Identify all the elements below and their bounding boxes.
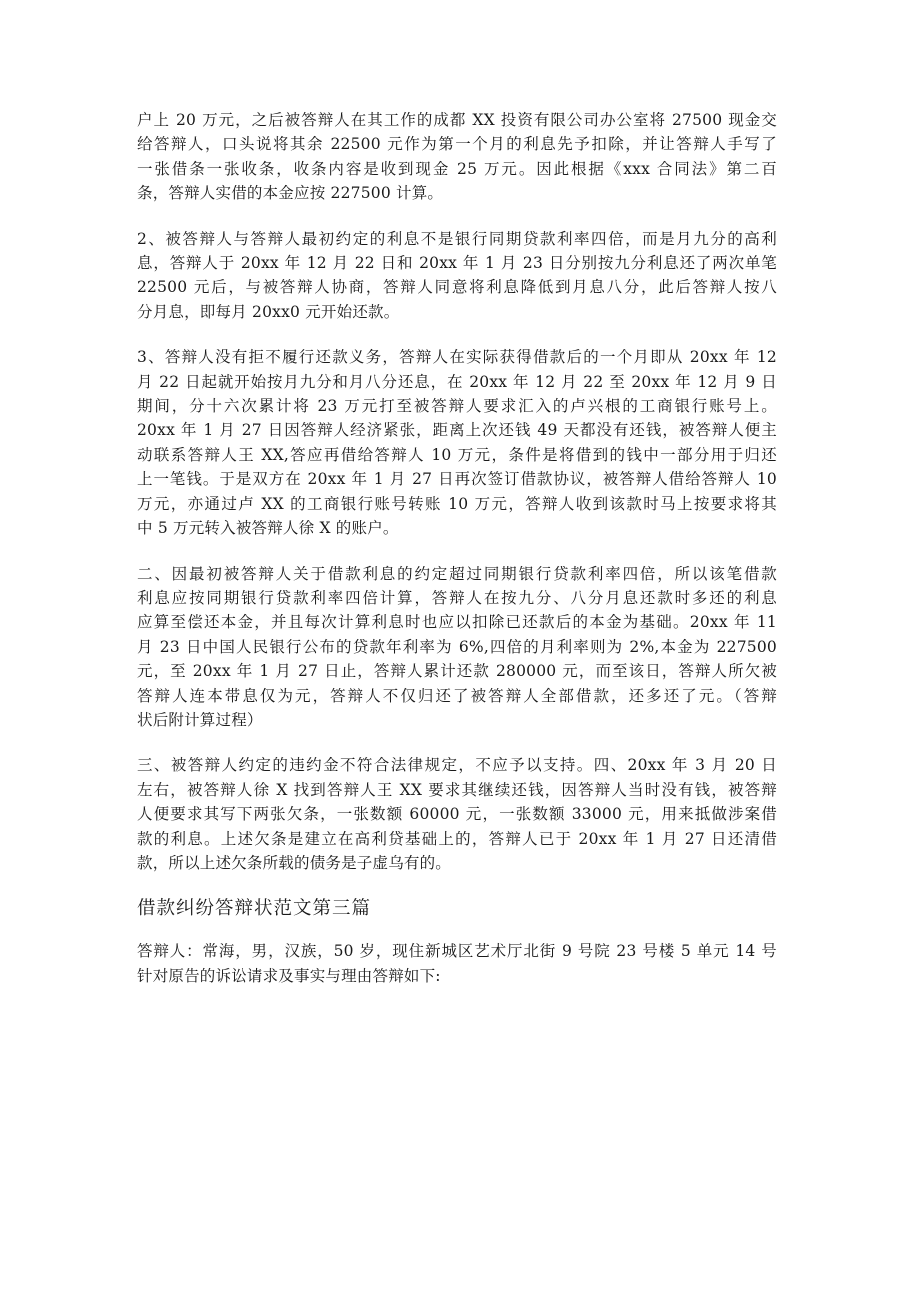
text-line: 二、因最初被答辩人关于借款利息的约定超过同期银行贷款利率四倍，所以该笔借款 — [137, 564, 777, 583]
document-page — [137, 108, 777, 1009]
text-line: 上一笔钱。于是双方在 20xx 年 1 月 27 日再次签订借款协议，被答辩人借给答辩人 10 — [137, 470, 777, 489]
text-line: 答辩人：常海，男，汉族，50 岁，现住新城区艺术厅北街 9 号院 23 号楼 5 单元 14 号 — [137, 942, 777, 961]
text-line: 一张借条一张收条，收条内容是收到现金 25 万元。因此根据《xxx 合同法》第二百 — [137, 159, 777, 178]
text-line: 分月息，即每月 20xx0 元开始还款。 — [137, 302, 400, 321]
text-line: 三、被答辩人约定的违约金不符合法律规定，不应予以支持。四、20xx 年 3 月 20 日 — [137, 756, 777, 775]
paragraph — [137, 227, 777, 325]
text-line: 左右，被答辩人徐 X 找到答辩人王 XX 要求其继续还钱，因答辩人当时没有钱，被答辩 — [137, 780, 777, 799]
paragraph — [137, 108, 777, 206]
text-line: 答辩人连本带息仅为元，答辩人不仅归还了被答辩人全部借款，还多还了元。（答辩 — [137, 686, 777, 705]
text-line: 应算至偿还本金，并且每次计算利息时也应以扣除已还款后的本金为基础。20xx 年 11 — [137, 613, 777, 632]
paragraph — [137, 562, 777, 733]
text-line: 期间，分十六次累计将 23 万元打至被答辩人要求汇入的卢兴根的工商银行账号上。 — [137, 397, 777, 416]
text-line: 针对原告的诉讼请求及事实与理由答辩如下: — [137, 966, 441, 985]
text-line: 20xx 年 1 月 27 日因答辩人经济紧张，距离上次还钱 49 天都没有还钱，被答辩人便主 — [137, 421, 777, 440]
text-line: 户上 20 万元，之后被答辩人在其工作的成都 XX 投资有限公司办公室将 27500 现金交 — [137, 111, 777, 129]
text-line: 元，至 20xx 年 1 月 27 日止，答辩人累计还款 280000 元，而至该日，答辩人所欠被 — [137, 662, 777, 681]
text-line: 动联系答辩人王 XX,答应再借给答辩人 10 万元，条件是将借到的钱中一部分用于归还 — [137, 445, 777, 464]
text-line: 利息应按同期银行贷款利率四倍计算，答辩人在按九分、八分月息还款时多还的利息 — [137, 588, 777, 607]
text-line: 给答辩人，口头说将其余 22500 元作为第一个月的利息先予扣除，并让答辩人手写了 — [137, 135, 777, 154]
text-line: 月 23 日中国人民银行公布的贷款年利率为 6%,四倍的月利率则为 2%,本金为 227500 — [137, 637, 777, 656]
text-line: 22500 元后，与被答辩人协商，答辩人同意将利息降低到月息八分，此后答辩人按八 — [137, 278, 777, 297]
paragraph — [137, 753, 777, 875]
text-line: 2、被答辩人与答辩人最初约定的利息不是银行同期贷款利率四倍，而是月九分的高利 — [137, 229, 777, 248]
text-line: 月 22 日起就开始按月九分和月八分还息，在 20xx 年 12 月 22 至 20xx 年 12 月 9 日 — [137, 372, 777, 391]
section-heading: 借款纠纷答辩状范文第三篇 — [137, 898, 372, 920]
text-line: 中 5 万元转入被答辩人徐 X 的账户。 — [137, 519, 399, 538]
text-line: 人便要求其写下两张欠条，一张数额 60000 元，一张数额 33000 元，用来抵做涉案借 — [137, 805, 777, 824]
paragraph — [137, 345, 777, 540]
text-line: 息，答辩人于 20xx 年 12 月 22 日和 20xx 年 1 月 23 日分别按九分利息还了两次单笔 — [137, 254, 777, 273]
body-text-after-heading — [137, 939, 777, 988]
body-text-before-heading — [137, 108, 777, 875]
paragraph — [137, 939, 777, 988]
text-line: 3、答辩人没有拒不履行还款义务，答辩人在实际获得借款后的一个月即从 20xx 年 12 — [137, 348, 777, 367]
text-line: 款的利息。上述欠条是建立在高利贷基础上的，答辩人已于 20xx 年 1 月 27 日还清借 — [137, 829, 777, 848]
text-line: 状后附计算过程） — [137, 710, 263, 729]
text-line: 款，所以上述欠条所载的债务是子虚乌有的。 — [137, 853, 452, 872]
text-line: 条，答辩人实借的本金应按 227500 计算。 — [137, 184, 444, 203]
text-line: 万元，亦通过卢 XX 的工商银行账号转账 10 万元，答辩人收到该款时马上按要求将其 — [137, 494, 777, 513]
